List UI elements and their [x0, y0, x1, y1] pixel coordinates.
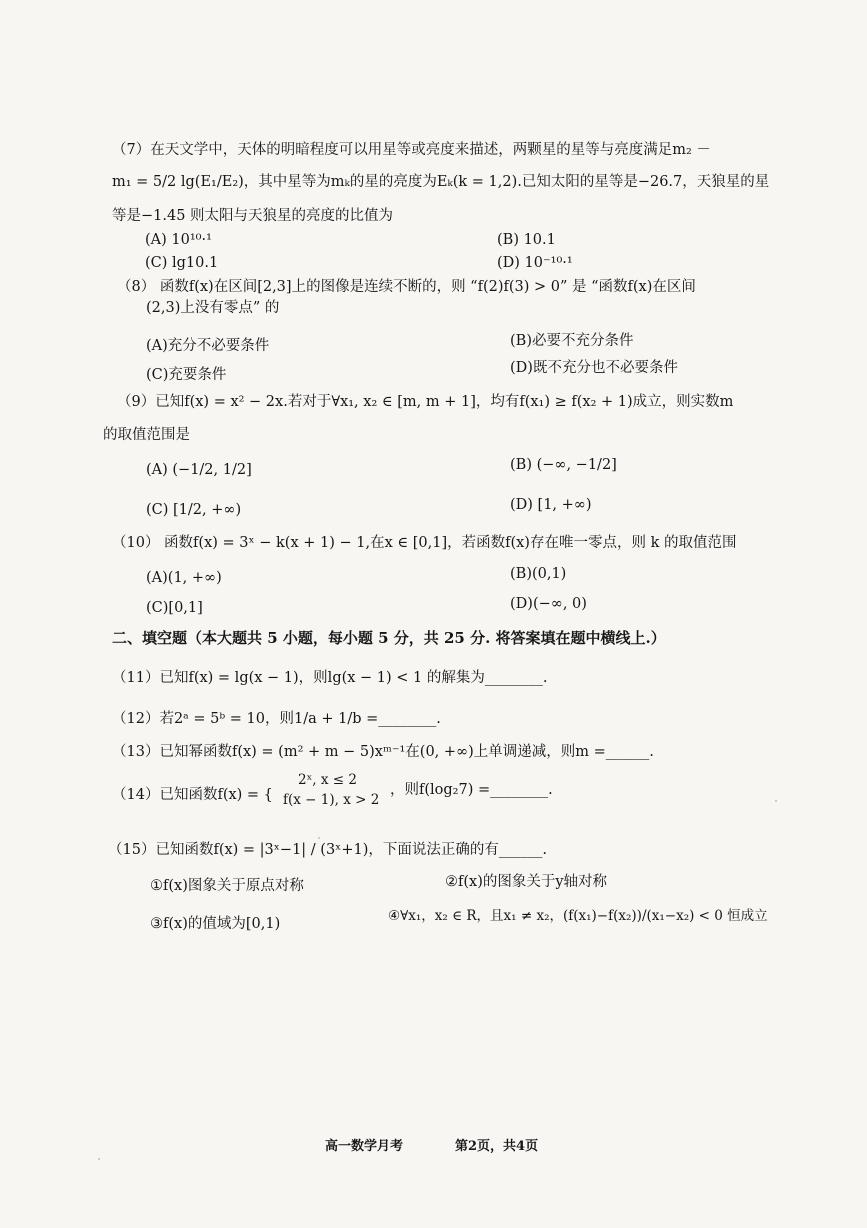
q14-suffix: ，则f(log₂7) =________.: [390, 782, 553, 798]
q9-line1: （9）已知f(x) = x² − 2x.若对于∀x₁, x₂ ∈ [m, m + 1]，均有f(x₁) ≥ f(x₂ + 1)成立，则实数m: [117, 394, 734, 410]
scan-speck: [98, 1158, 100, 1160]
q8-line1: （8） 函数f(x)在区间[2,3]上的图像是连续不断的，则 “f(2)f(3) > 0” 是 “函数f(x)在区间: [117, 279, 696, 295]
q15-statement-1: ①f(x)图象关于原点对称: [150, 878, 304, 894]
q9-option-b: (B) (−∞, −1/2]: [510, 457, 617, 473]
q8-line2: (2,3)上没有零点” 的: [146, 300, 280, 316]
question-13: （13）已知幂函数f(x) = (m² + m − 5)xᵐ⁻¹在(0, +∞)上单调递减，则m =______.: [112, 744, 654, 760]
q7-option-b: (B) 10.1: [497, 232, 556, 248]
q7-option-c: (C) lg10.1: [145, 255, 219, 271]
q14-case-1: 2ˣ, x ≤ 2: [298, 772, 357, 788]
q9-option-a: (A) (−1/2, 1/2]: [146, 462, 252, 478]
q10-option-c: (C)[0,1]: [146, 600, 203, 616]
question-11: （11）已知f(x) = lg(x − 1)，则lg(x − 1) < 1 的解集为________.: [112, 670, 548, 686]
q9-option-d: (D) [1, +∞): [510, 497, 592, 513]
q15-line1: （15）已知函数f(x) = |3ˣ−1| / (3ˣ+1)，下面说法正确的有______.: [108, 842, 547, 858]
q15-statement-2: ②f(x)的图象关于y轴对称: [445, 874, 608, 890]
q7-line2: m₁ = 5/2 lg(E₁/E₂)，其中星等为mₖ的星的亮度为Eₖ(k = 1,2).已知太阳的星等是−26.7，天狼星的星: [112, 174, 770, 190]
q10-option-b: (B)(0,1): [510, 566, 567, 582]
q9-option-c: (C) [1/2, +∞): [146, 502, 242, 518]
footer-page-number: 第2页，共4页: [455, 1139, 539, 1154]
q8-option-d: (D)既不充分也不必要条件: [510, 360, 678, 376]
question-12: （12）若2ᵃ = 5ᵇ = 10，则1/a + 1/b =________.: [112, 711, 441, 727]
q10-line1: （10） 函数f(x) = 3ˣ − k(x + 1) − 1,在x ∈ [0,1]，若函数f(x)存在唯一零点，则 k 的取值范围: [112, 535, 737, 551]
footer-exam-title: 高一数学月考: [325, 1139, 404, 1154]
q9-line2: 的取值范围是: [103, 427, 190, 443]
q15-statement-4: ④∀x₁，x₂ ∈ R，且x₁ ≠ x₂，(f(x₁)−f(x₂))/(x₁−x₂) < 0 恒成立: [388, 908, 768, 924]
q7-line1: （7）在天文学中，天体的明暗程度可以用星等或亮度来描述，两颗星的星等与亮度满足m₂ －: [112, 142, 711, 158]
q10-option-d: (D)(−∞, 0): [510, 596, 587, 612]
scan-speck: [318, 837, 320, 839]
q8-option-a: (A)充分不必要条件: [146, 338, 270, 354]
q10-option-a: (A)(1, +∞): [146, 570, 222, 586]
q8-option-b: (B)必要不充分条件: [510, 333, 634, 349]
q8-option-c: (C)充要条件: [146, 367, 227, 383]
q7-option-a: (A) 10¹⁰·¹: [145, 232, 212, 248]
q14-prefix: （14）已知函数f(x) = {: [112, 787, 273, 803]
q7-option-d: (D) 10⁻¹⁰·¹: [497, 255, 573, 271]
q15-statement-3: ③f(x)的值域为[0,1): [150, 916, 281, 932]
q14-case-2: f(x − 1), x > 2: [283, 792, 380, 808]
q7-line3: 等是−1.45 则太阳与天狼星的亮度的比值为: [112, 208, 394, 224]
section-2-heading: 二、填空题（本大题共 5 小题，每小题 5 分，共 25 分. 将答案填在题中横线上.）: [112, 629, 666, 647]
scan-speck: [775, 800, 777, 802]
